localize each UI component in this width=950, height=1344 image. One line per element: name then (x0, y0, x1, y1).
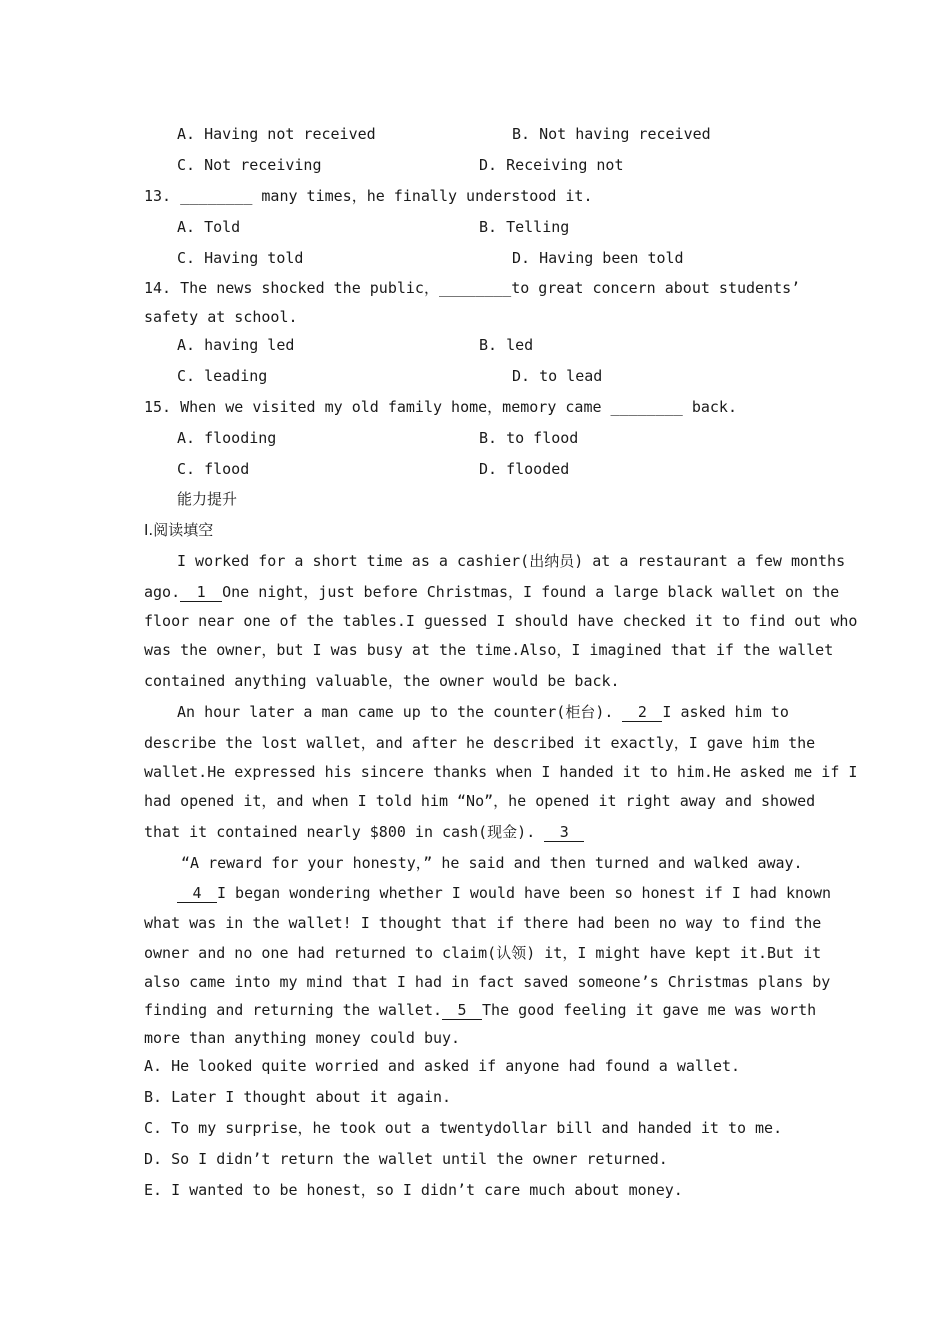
passage-p2-line5 (144, 822, 584, 842)
passage-p1-line3: floor near one of the tables.I guessed I should have checked it to find out who (144, 612, 858, 630)
option-b: B. Later I thought about it again. (144, 1088, 452, 1106)
passage-text: finding and returning the wallet. (144, 1001, 443, 1019)
q12-option-b: B. Not having received (512, 125, 711, 143)
passage-text: The good feeling it gave me was worth (482, 1001, 817, 1019)
passage-text: An hour later a man came up to the counter(柜台). (177, 703, 614, 721)
part-title: Ⅰ.阅读填空 (144, 521, 214, 539)
passage-p2-line2: describe the lost wallet，and after he described it exactly，I gave him the (144, 734, 816, 752)
passage-p3-line1: “A reward for your honesty，” he said and then turned and walked away. (181, 854, 803, 872)
passage-p4-line3: owner and no one had returned to claim(认领) it，I might have kept it.But it (144, 944, 822, 962)
passage-p4-line1 (177, 883, 831, 903)
q14-stem-line1: 14. The news shocked the public，________to great concern about students’ (144, 279, 801, 297)
blank-4: 4 (177, 885, 217, 903)
q14-option-a: A. having led (177, 336, 295, 354)
passage-text: I began wondering whether I would have been so honest if I had known (217, 884, 832, 902)
q15-option-c: C. flood (177, 460, 250, 478)
passage-text: that it contained nearly $800 in cash(现金). (144, 823, 536, 841)
blank-3: 3 (544, 824, 584, 842)
q13-option-b: B. Telling (479, 218, 570, 236)
passage-text: One night，just before Christmas，I found a large black wallet on the (222, 583, 840, 601)
option-e: E. I wanted to be honest，so I didn’t care much about money. (144, 1181, 683, 1199)
blank-1: 1 (180, 584, 222, 602)
q13-option-c: C. Having told (177, 249, 304, 267)
passage-p2-line4: had opened it，and when I told him “No”，he opened it right away and showed (144, 792, 816, 810)
option-d: D. So I didn’t return the wallet until the owner returned. (144, 1150, 668, 1168)
passage-text: I asked him to (662, 703, 789, 721)
q13-option-d: D. Having been told (512, 249, 684, 267)
q15-stem: 15. When we visited my old family home，memory came ________ back. (144, 398, 737, 416)
q14-option-b: B. led (479, 336, 534, 354)
q12-option-c: C. Not receiving (177, 156, 322, 174)
blank-5: 5 (442, 1002, 482, 1020)
q14-option-d: D. to lead (512, 367, 603, 385)
passage-p1-line5: contained anything valuable，the owner would be back. (144, 672, 620, 690)
q15-option-b: B. to flood (479, 429, 579, 447)
blank-2: 2 (622, 704, 662, 722)
q13-stem: 13. ________ many times，he finally understood it. (144, 187, 593, 205)
q15-option-d: D. flooded (479, 460, 570, 478)
passage-p2-line3: wallet.He expressed his sincere thanks when I handed it to him.He asked me if I (144, 763, 858, 781)
passage-text: ago. (144, 583, 181, 601)
q14-stem-line2: safety at school. (144, 308, 298, 326)
q12-option-d: D. Receiving not (479, 156, 624, 174)
passage-p1-line2 (144, 582, 839, 602)
q13-option-a: A. Told (177, 218, 241, 236)
passage-p4-line5 (144, 1000, 816, 1020)
passage-p2-line1 (177, 702, 789, 722)
passage-p4-line4: also came into my mind that I had in fact saved someone’s Christmas plans by (144, 973, 831, 991)
option-a: A. He looked quite worried and asked if anyone had found a wallet. (144, 1057, 741, 1075)
section-title: 能力提升 (177, 490, 238, 508)
q12-option-a: A. Having not received (177, 125, 376, 143)
option-c: C. To my surprise，he took out a twentydollar bill and handed it to me. (144, 1119, 783, 1137)
passage-p4-line6: more than anything money could buy. (144, 1029, 461, 1047)
passage-p1-line4: was the owner，but I was busy at the time.Also，I imagined that if the wallet (144, 641, 834, 659)
q14-option-c: C. leading (177, 367, 268, 385)
q15-option-a: A. flooding (177, 429, 277, 447)
passage-p4-line2: what was in the wallet! I thought that if there had been no way to find the (144, 914, 822, 932)
passage-p1-line1: I worked for a short time as a cashier(出纳员) at a restaurant a few months (177, 552, 846, 570)
